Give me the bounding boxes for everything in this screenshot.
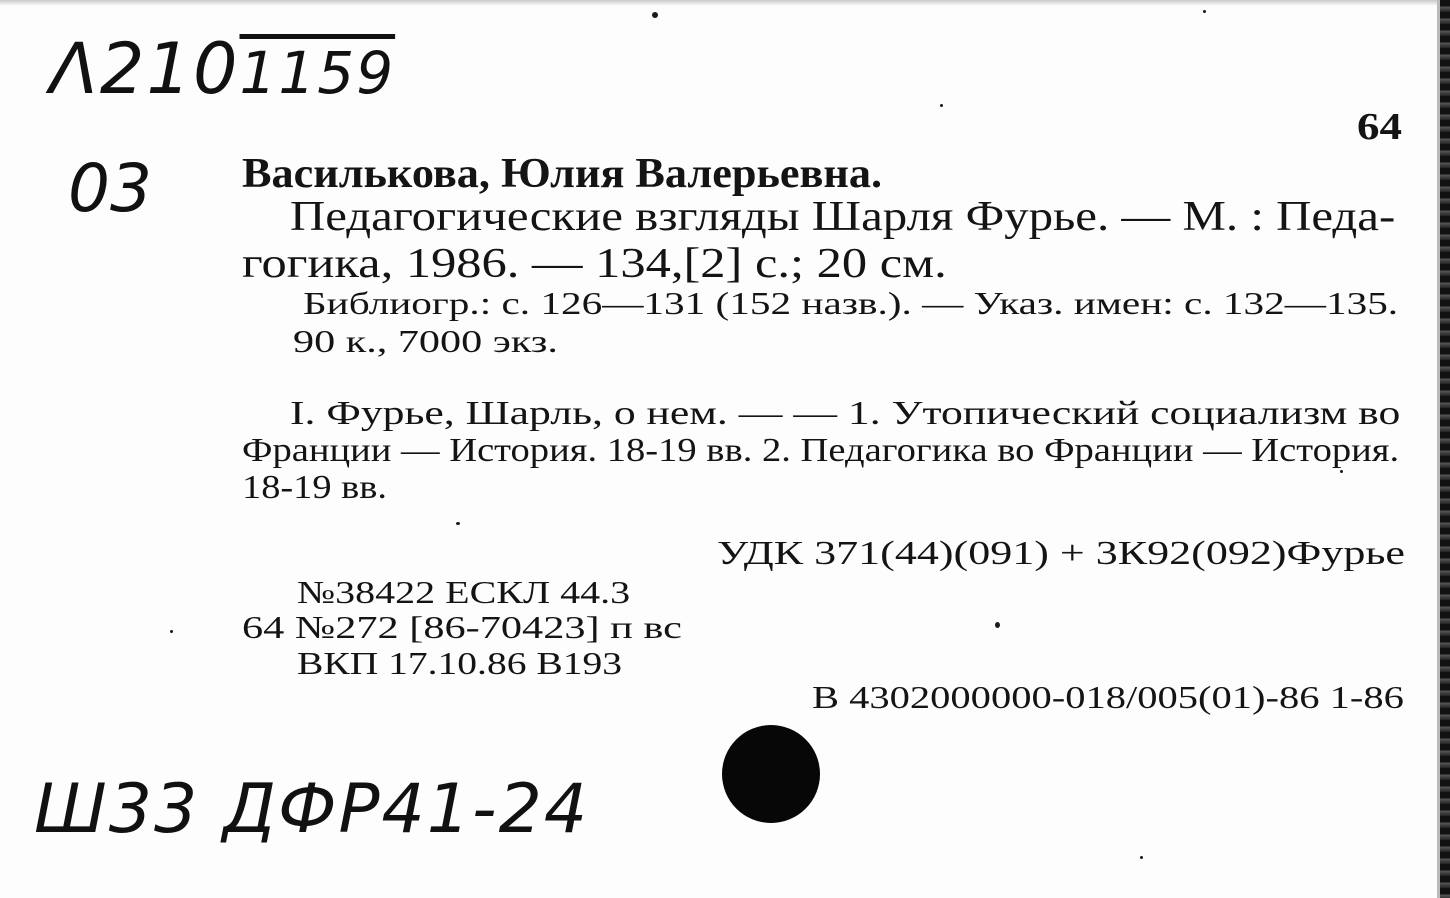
registration-line-2: 64 №272 [86-70423] п вс xyxy=(242,609,682,645)
publication-code: В 4302000000-018/005(01)-86 1-86 xyxy=(812,679,1404,715)
handwritten-shelf-mark xyxy=(50,28,395,110)
scan-speck xyxy=(995,622,1000,628)
punch-hole xyxy=(722,725,820,823)
scan-speck xyxy=(1340,470,1343,473)
bibliography-line-1: Библиогр.: с. 126—131 (152 назв.). — Указ. имен: с. 132—135. xyxy=(303,285,1399,321)
handwritten-bottom-code: Ш33 ДФР41-24 xyxy=(34,770,590,849)
handwritten-shelf-mark-main: Λ210 xyxy=(50,28,240,110)
card-right-edge xyxy=(1440,0,1450,898)
scan-speck xyxy=(1203,10,1206,13)
subjects-line-1: I. Фурье, Шарль, о нем. — — 1. Утопический социализм во xyxy=(290,395,1401,432)
page-number: 64 xyxy=(1357,106,1402,148)
scan-speck xyxy=(940,104,943,107)
registration-line-3: ВКП 17.10.86 В193 xyxy=(297,645,622,681)
scan-speck xyxy=(1140,856,1143,859)
handwritten-code-03: 03 xyxy=(68,150,152,227)
scan-speck xyxy=(170,630,173,633)
author-heading: Василькова, Юлия Валерьевна. xyxy=(242,151,883,197)
title-line-1: Педагогические взгляды Шарля Фурье. — М. : Педа- xyxy=(290,194,1396,240)
subjects-line-2: Франции — История. 18-19 вв. 2. Педагогика во Франции — История. xyxy=(242,432,1400,469)
scan-speck xyxy=(456,522,460,525)
handwritten-shelf-mark-sub: 1159 xyxy=(239,39,396,107)
card-top-edge xyxy=(0,0,1450,6)
title-line-2: гогика, 1986. — 134,[2] с.; 20 см. xyxy=(242,241,947,287)
bibliography-line-2: 90 к., 7000 экз. xyxy=(293,323,558,359)
registration-line-1: №38422 ЕСКЛ 44.3 xyxy=(297,574,631,610)
scan-speck xyxy=(652,12,658,18)
subjects-line-3: 18-19 вв. xyxy=(242,469,388,506)
udk-classification: УДК 371(44)(091) + 3К92(092)Фурье xyxy=(717,535,1405,572)
